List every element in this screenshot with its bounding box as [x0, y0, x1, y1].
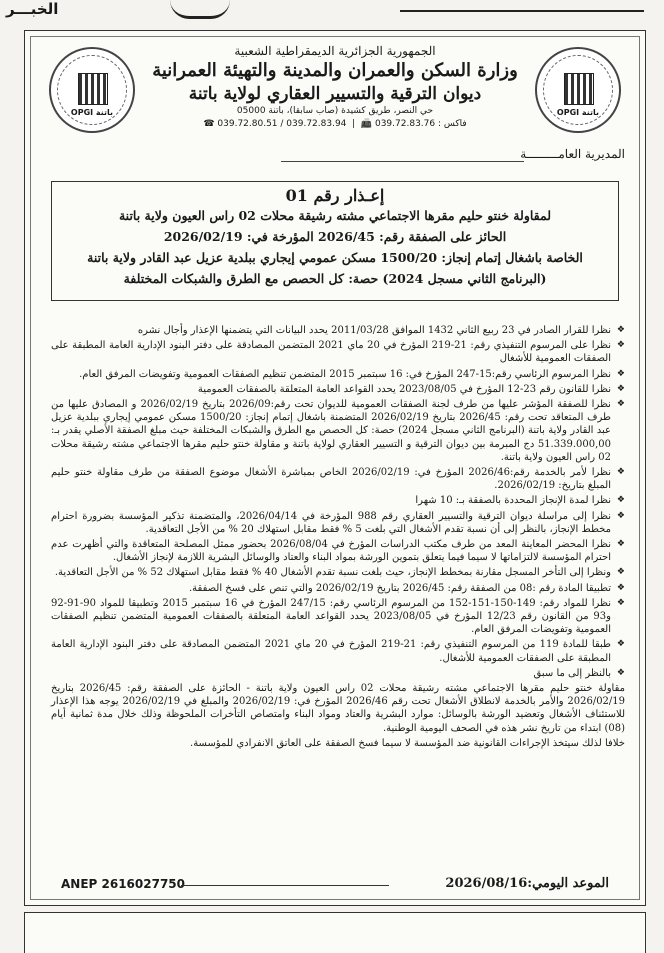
newspaper-brand: الخبـــر [6, 0, 59, 18]
clause-item: ❖ نظرا المحضر المعاينة المعد من طرف مكتب الدراسات المؤرخ في 2026/08/04 بحضور ممثل المصلحة المتعاقدة والتي أظهرت عدم احترام المؤسسة لالتزاماتها لا سيما فيما يتعلق بتموين الورشة بمواد البناء والعتاد والوسائل البشرية اللازمة لإنجاز الأشغال. [51, 538, 611, 564]
phone-icon: ☎ [203, 119, 215, 129]
opgi-logo-left [49, 47, 135, 133]
clause-item: ❖ نظرا لمدة الإنجاز المحددة بالصفقة بـ: 10 شهرا [51, 494, 611, 507]
office-address: حي النصر، طريق كشيدة (صاب سابقا)، باتنة 05000 [236, 106, 434, 116]
fax-icon: 📠 [360, 119, 373, 129]
notice-header [31, 37, 639, 132]
program-line: (البرنامج الثاني مسجل 2024) حصة: كل الحصص مع الطرق والشبكات المختلفة [123, 271, 547, 286]
notice-body [51, 324, 625, 750]
contact-line: ☎ 039.72.80.51 / 039.72.83.94 | 📠 فاكس : 039.72.83.76 [203, 119, 467, 129]
clause-item: ❖ نظرا للقانون رقم 23-12 المؤرخ في 2023/08/05 يحدد القواعد العامة المتعلقة بالصفقات العمومية [51, 383, 611, 396]
clause-item: ❖ نظرا المرسوم الرئاسي رقم:15-247 المؤرخ في: 16 سبتمبر 2015 المتضمن تنظيم الصفقات العمومية وتفويضات المرفق العام. [51, 368, 611, 381]
next-notice-edge [24, 912, 646, 953]
header-text [141, 43, 529, 130]
clause-item: ❖ تطبيقا المادة رقم :08 من الصفقة رقم: 2026/45 بتاريخ 2026/02/19 والتي تنص على فسخ الصفقة. [51, 582, 611, 595]
footer-rule [181, 885, 389, 886]
masthead-swoosh [170, 0, 230, 19]
contractor-line: لمقاولة خنتو حليم مقرها الاجتماعي مشته رشيقة محلات 02 راس العيون ولاية باتنة [118, 208, 552, 223]
conclusion-paragraph: مقاولة خنتو حليم مقرها الاجتماعي مشته رشيقة محلات 02 راس العيون ولاية باتنة - الحائزة على الصفقة رقم: 2026/45 بتاريخ 2026/02/19 والأمر بالخدمة لانطلاق الأشغال تحت رقم 2026/46 المؤرخ في: 2026/02/19 والمبلغ في 2026/02/19 يوجه هذا الإعذار للاستئناف الأشغال وتعضيد الورشة بالوسائل: موارد البشرية والعتاد ومواد البناء وامتصاص التأخرات الملحوظة وذلك خلال مدة ثمانية أيام (08) ابتداء من تاريخ نشر هذه في الصحف اليومية الوطنية. [51, 683, 626, 734]
building-icon [78, 73, 108, 105]
opgi-logo-right [535, 47, 621, 133]
masthead-rule [400, 10, 644, 12]
notice-footer [31, 871, 639, 899]
ministry-name: وزارة السكن والعمران والمدينة والتهيئة العمرانية [152, 60, 518, 81]
clause-list [51, 324, 625, 680]
clause-item: ❖ طبقا للمادة 119 من المرسوم التنفيذي رقم: 21-219 المؤرخ في 20 ماي 2021 المتضمن المصادقة على دفتر البنود الإدارية العامة المطبقة على الصفقات العمومية للأشغال. [51, 638, 611, 664]
anep-number: ANEP 2616027750 [61, 877, 185, 891]
office-name: ديوان الترقية والتسيير العقاري لولاية باتنة [188, 84, 482, 104]
contract-number-line: الحائز على الصفقة رقم: 2026/45 المؤرخة في: 2026/02/19 [163, 229, 507, 244]
warning-paragraph: خلافا لذلك سيتخذ الإجراءات القانونية ضد المؤسسة لا سيما فسخ الصفقة على العاتق الانفرادي للمؤسسة. [190, 737, 625, 749]
notice-title-box [51, 181, 619, 301]
phone-numbers: 039.72.80.51 / 039.72.83.94 [217, 119, 347, 129]
directorate-rule [281, 161, 524, 162]
building-icon [564, 73, 594, 105]
clause-item: ❖ نظرا للمواد رقم: 149-150-151-152 من المرسوم الرئاسي رقم: 247/15 المؤرخ في 16 سبتمبر 2015 وتطبيقا للمواد 90-91-92 و93 من القانون رقم 12/23 المؤرخ في 2023/08/05 يحدد القواعد العامة المتعلقة بالصفقات العمومية المتضمن تنظيم الصفقات العمومية وتفويضات المرفق العام. [51, 597, 611, 637]
clause-item: ❖ نظرا إلى مراسلة ديوان الترقية والتسيير العقاري رقم 988 المؤرخة في 2026/04/14، والمتضمنة تذكير المؤسسة بضرورة احترام مخطط الإنجاز، بالنظر إلى أن نسبة تقدم الأشغال التي بلغت 5 % فقط مقابل استهلاك 20 % من الأجل التعاقدية. [51, 510, 611, 536]
clause-item: ❖ بالنظر إلى ما سبق [51, 667, 611, 680]
republic-name: الجمهورية الجزائرية الديمقراطية الشعبية [234, 44, 436, 58]
newspaper-masthead [0, 0, 664, 22]
notice-heading: إعـذار رقم 01 [285, 186, 385, 205]
clause-item: ❖ نظرا لأمر بالخدمة رقم:2026/46 المؤرخ في: 2026/02/19 الخاص بمباشرة الأشغال موضوع الصفقة من طرف مقاولة خنتو حليم المبلغ بتاريخ: 2026/02/19. [51, 466, 611, 492]
clause-item: ❖ نظرا للقرار الصادر في 23 ربيع الثاني 1432 الموافق 2011/03/28 يحدد البيانات التي يتضمنها الإعذار وأجال نشره [51, 324, 611, 337]
directorate-label: المديرية العامـــــــــة [520, 147, 625, 161]
logo-caption: OPGI باتنة [70, 108, 114, 117]
clause-item: ❖ ونظرا إلى التأخر المسجل مقارنة بمخطط الإنجاز، حيث بلغت نسبة تقدم الأشغال 40 % فقط مقابل استهلاك 52 % من الأجل التعاقدية. [51, 566, 611, 579]
notice-frame [30, 36, 640, 900]
legal-notice [24, 30, 646, 906]
clause-item: ❖ نظرا على المرسوم التنفيذي رقم: 21-219 المؤرخ في 20 ماي 2021 المتضمن المصادقة على دفتر البنود الإدارية العامة المطبقة على الصفقات العمومية للأشغال [51, 339, 611, 365]
fax-number: فاكس : 039.72.83.76 [374, 119, 467, 129]
clause-item: ❖ نظرا للصفقة المؤشر عليها من طرف لجنة الصفقات العمومية للديوان تحت رقم:2026/09 بتاريخ 2026/02/19 و المصادق عليها من طرف المتعاقد تحت رقم: 2026/45 بتاريخ 2026/02/19 المتضمنة باشغال إتمام إنجاز: 1500/20 مسكن عمومي إيجاري ببلدية عزيل عبد القادر ولاية باتنة (البرنامج الثاني مسجل 2024) حصة: كل الحصص مع الطرق والشبكات المختلفة حيث مبلغ الصفقة الأصلي يقدر بـ: 51.339.000,00 دج المبرمة بين ديوان الترقية و التسيير العقاري لولاية باتنة و مقاولة خنتو حليم مقرها الاجتماعي مشته رشيقة محلات 02 راس العيون ولاية باتنة. [51, 398, 611, 464]
publication-date: الموعد اليومي:2026/08/16 [445, 876, 609, 891]
project-line: الخاصة باشغال إتمام إنجاز: 1500/20 مسكن عمومي إيجاري ببلدية عزيل عبد القادر ولاية باتنة [87, 250, 583, 265]
logo-caption: OPGI باتنة [556, 108, 600, 117]
